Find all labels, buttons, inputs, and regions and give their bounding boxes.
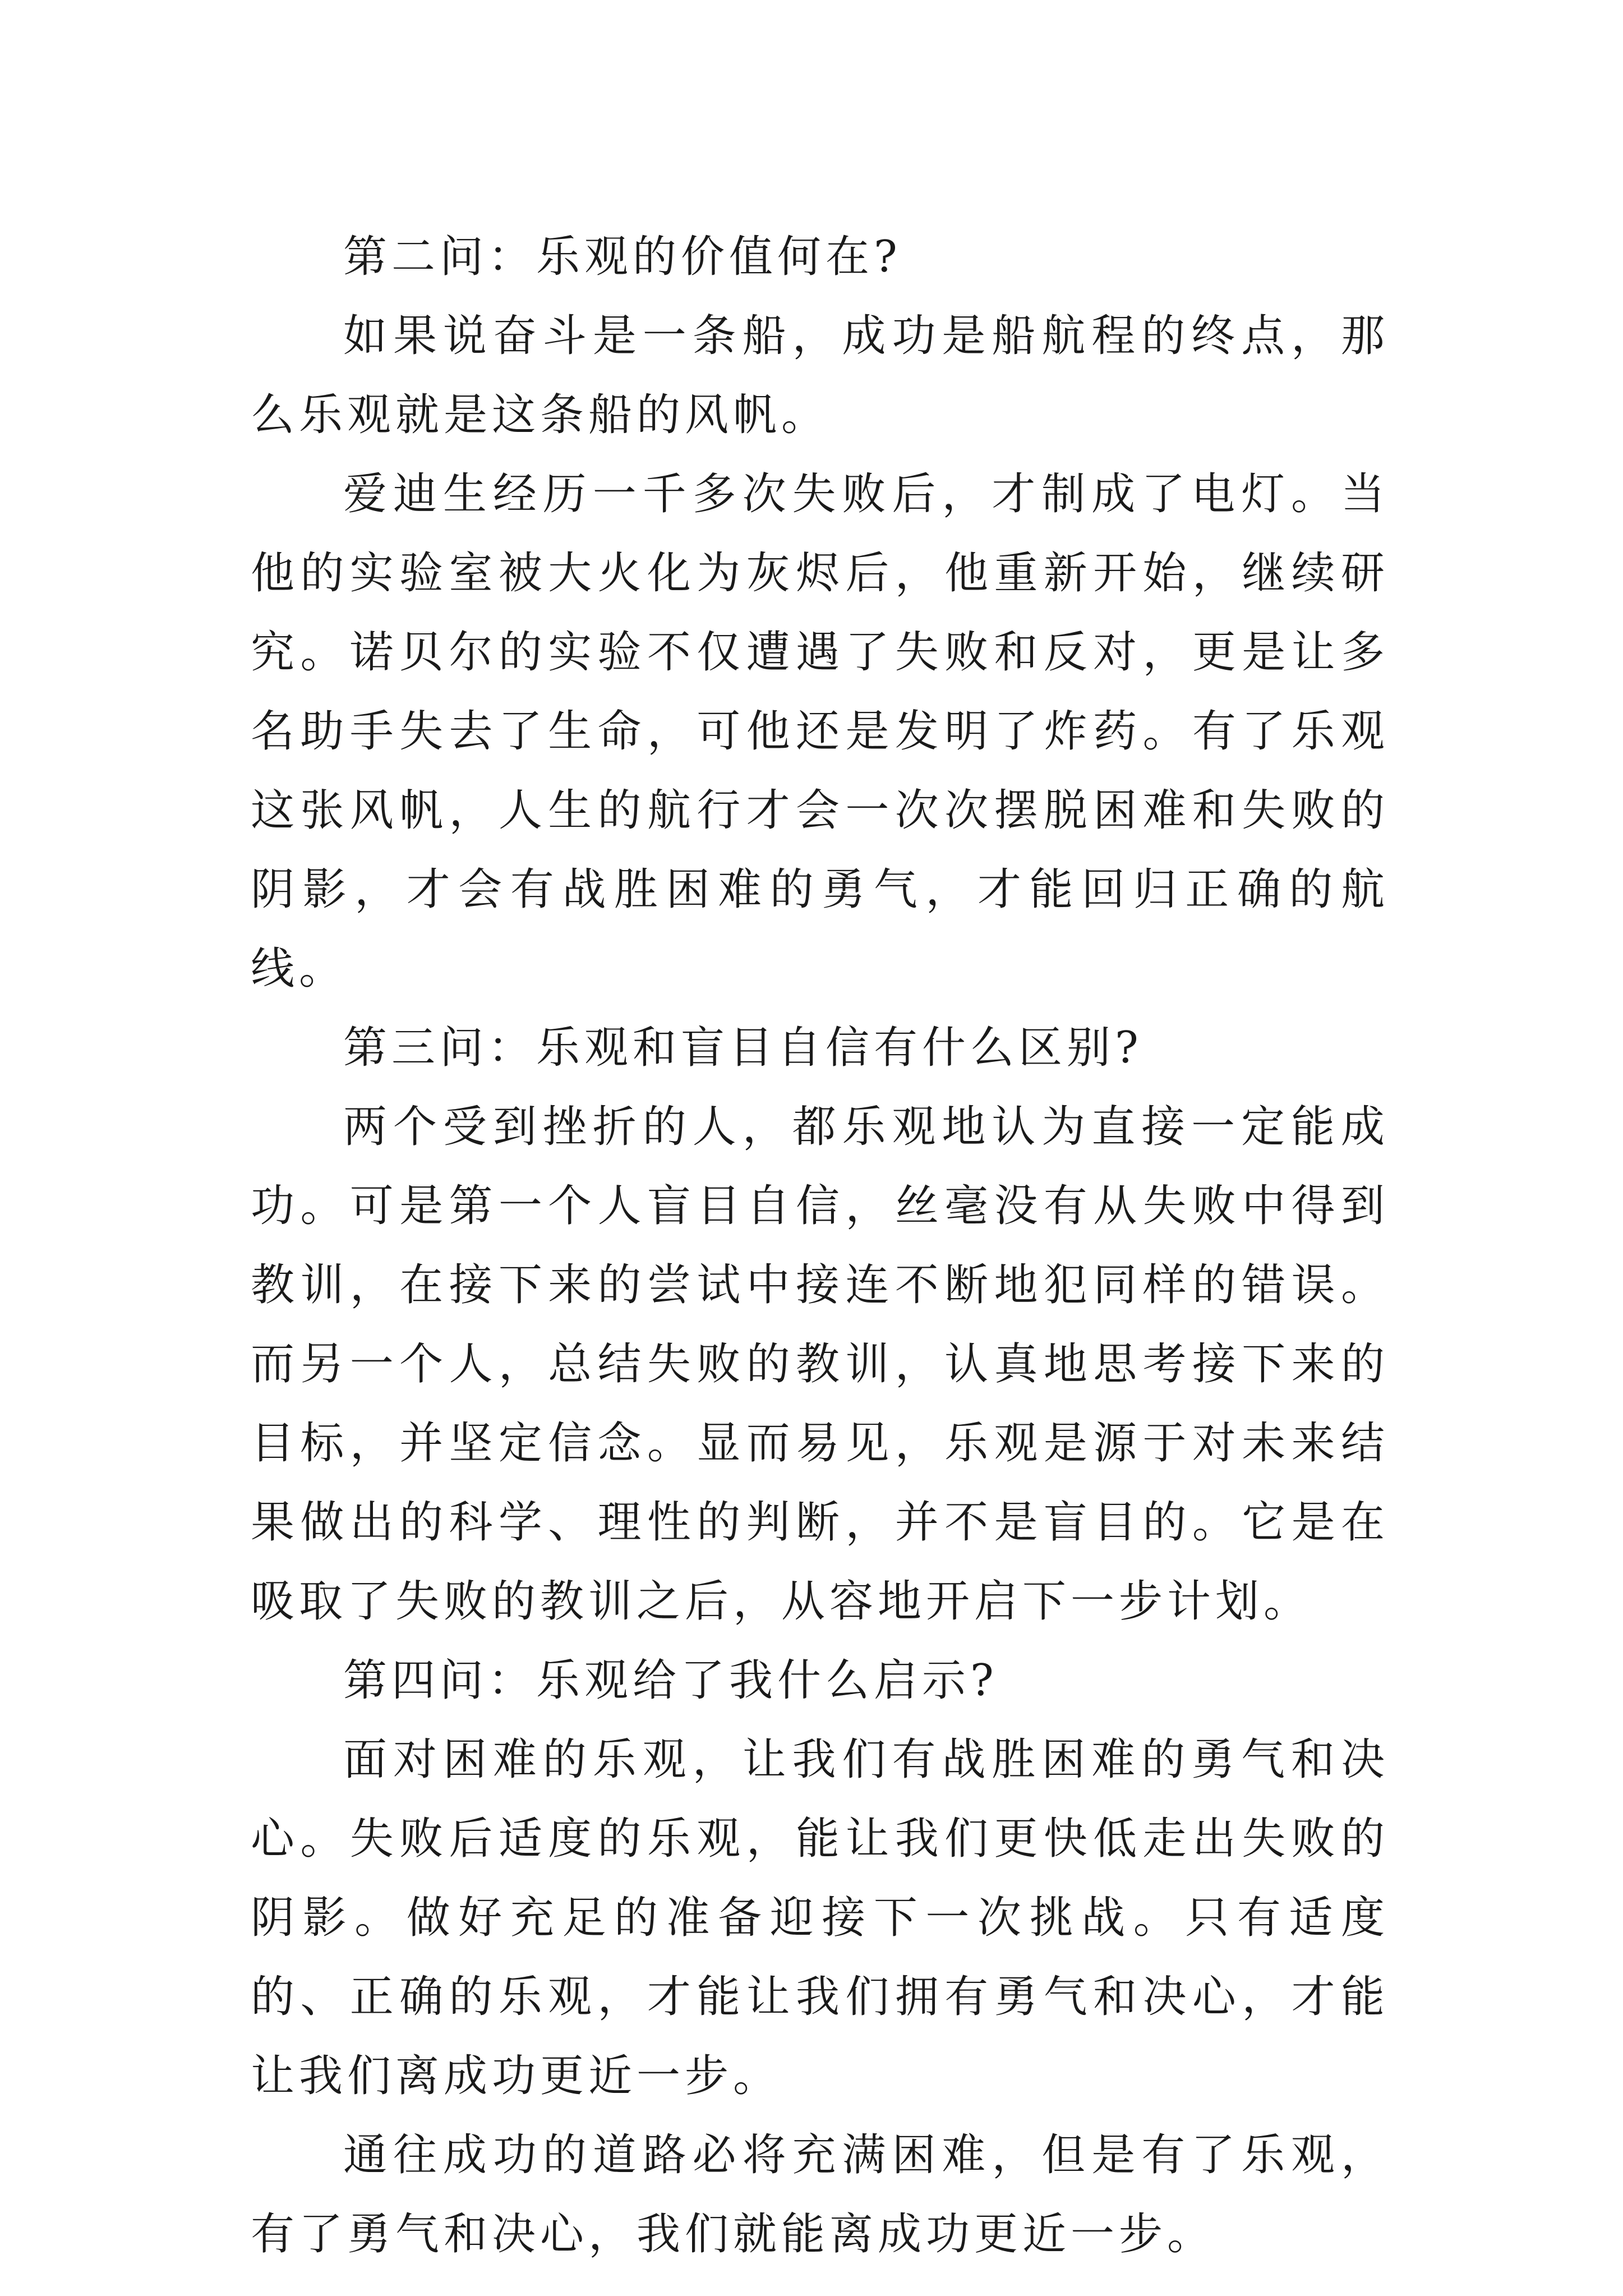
heading-question-3: 第三问：乐观和盲目自信有什么区别?	[343, 1023, 1143, 1073]
paragraph: 如果说奋斗是一条船，成功是船航程的终点，那么乐观就是这条船的风帆。	[251, 311, 1389, 440]
document-body	[251, 218, 1389, 2274]
heading-question-4: 第四问：乐观给了我什么启示?	[343, 1655, 998, 1706]
paragraph: 通往成功的道路必将充满困难，但是有了乐观，有了勇气和决心，我们就能离成功更近一步。	[251, 2130, 1389, 2260]
paragraph: 爱迪生经历一千多次失败后，才制成了电灯。当他的实验室被大火化为灰烬后，他重新开始，继续研究。诺贝尔的实验不仅遭遇了失败和反对，更是让多名助手失去了生命，可他还是发明了炸药。有了乐观这张风帆，人生的航行才会一次次摆脱困难和失败的阴影，才会有战胜困难的勇气，才能回归正确的航线。	[251, 469, 1389, 994]
paragraph: 面对困难的乐观，让我们有战胜困难的勇气和决心。失败后适度的乐观，能让我们更快低走出失败的阴影。做好充足的准备迎接下一次挑战。只有适度的、正确的乐观，才能让我们拥有勇气和决心，才能让我们离成功更近一步。	[251, 1734, 1389, 2101]
paragraph: 两个受到挫折的人，都乐观地认为直接一定能成功。可是第一个人盲目自信，丝毫没有从失败中得到教训，在接下来的尝试中接连不断地犯同样的错误。而另一个人，总结失败的教训，认真地思考接下来的目标，并坚定信念。显而易见，乐观是源于对未来结果做出的科学、理性的判断，并不是盲目的。它是在吸取了失败的教训之后，从容地开启下一步计划。	[251, 1102, 1389, 1627]
heading-question-2: 第二问：乐观的价值何在?	[343, 232, 902, 282]
